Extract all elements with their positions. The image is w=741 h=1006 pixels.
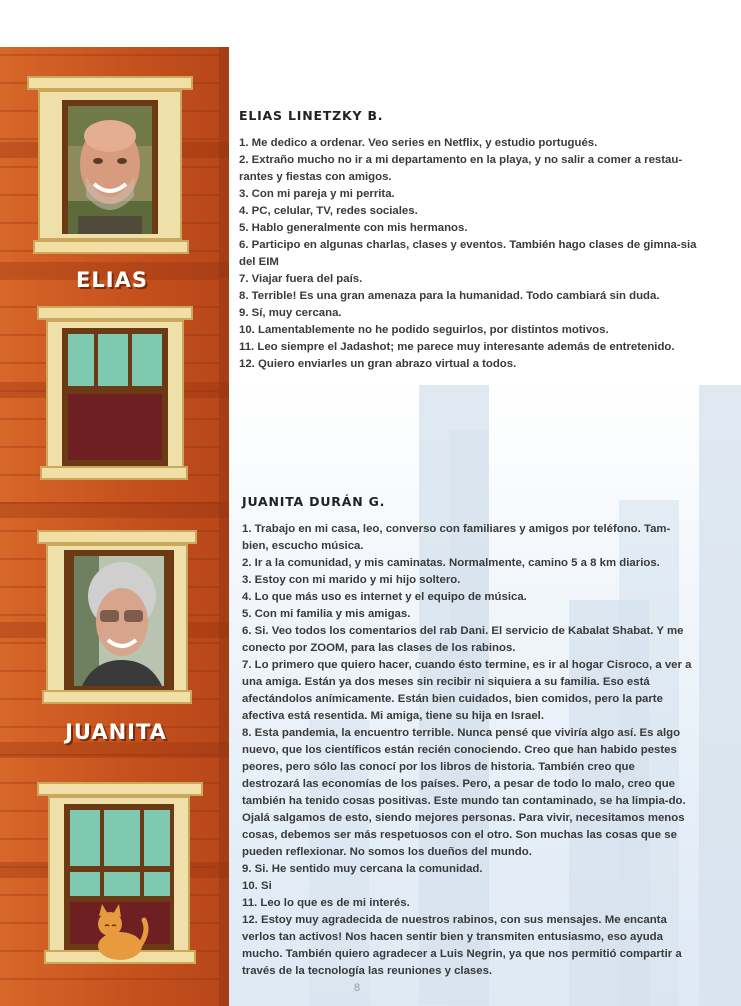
answer-item: 11. Leo siempre el Jadashot; me parece muy interesante además de entretenido.: [239, 341, 675, 353]
answer-item: 3. Estoy con mi marido y mi hijo soltero.: [242, 574, 461, 586]
answer-item: 4. PC, celular, TV, redes sociales.: [239, 205, 418, 217]
answer-item: 7. Lo primero que quiero hacer, cuando ésto termine, es ir al hogar Cisroco, a ver a una amiga. Están ya dos meses sin recibir ni siquiera a su familia. Eso está afectándolos anímicamente. Están bien cuidados, bien comidos, pero la parte afectiva está resentida. Mi amiga, tiene su hija en Israel.: [242, 659, 692, 722]
answer-item: 12. Quiero enviarles un gran abrazo virtual a todos.: [239, 358, 517, 370]
juanita-photo: [74, 556, 164, 686]
answer-item: 10. Si: [242, 880, 272, 892]
answer-item: 11. Leo lo que es de mi interés.: [242, 897, 410, 909]
answer-item: 1. Me dedico a ordenar. Veo series en Netflix, y estudio portugués.: [239, 137, 598, 149]
section-heading: ELIAS LINETZKY B.: [239, 108, 384, 123]
answer-item: 12. Estoy muy agradecida de nuestros rabinos, con sus mensajes. Me encanta verlos tan activos! Nos hacen sentir bien y transmiten entusiasmo, eso ayuda mucho. También quiero agradecer a Luis Negrin, ya que nos permitió compartir a través de la tecnología las reuniones y clases.: [242, 914, 682, 977]
answer-item: 7. Viajar fuera del país.: [239, 273, 363, 285]
page-number: 8: [354, 982, 361, 994]
name-label-juanita: JUANITA: [65, 720, 167, 744]
answer-item: 8. Esta pandemia, la encuentro terrible. Nunca pensé que viviría algo así. Es algo nuevo, que los científicos están recién conociendo. Creo que han habido pestes peores, pero sólo las conocí por los libros de historia. También creo que destrozará las economías de los países. Pero, a pesar de todo lo malo, creo que también ha tenido cosas positivas. Este mundo tan contaminado, se ha limpia-do. Ojalá salgamos de esto, siendo mejores personas. Para vivir, necesitamos menos cosas, debemos ser más respetuosos con el otro. Son muchas las cosas que se pueden reflexionar. No somos los dueños del mundo.: [242, 727, 686, 858]
answer-item: 2. Extraño mucho no ir a mi departamento en la playa, y no salir a comer a restau-rantes y fiestas con amigos.: [239, 154, 683, 183]
answer-item: 5. Hablo generalmente con mis hermanos.: [239, 222, 468, 234]
answer-item: 10. Lamentablemente no he podido seguirlos, por distintos motivos.: [239, 324, 609, 336]
elias-photo: [68, 106, 152, 234]
answer-item: 8. Terrible! Es una gran amenaza para la humanidad. Todo cambiará sin duda.: [239, 290, 660, 302]
section-elias: [239, 108, 709, 373]
answer-list: [239, 135, 709, 373]
answer-item: 9. Si. He sentido muy cercana la comunidad.: [242, 863, 483, 875]
answer-item: 2. Ir a la comunidad, y mis caminatas. Normalmente, camino 5 a 8 km diarios.: [242, 557, 660, 569]
section-heading: JUANITA DURÁN G.: [242, 494, 386, 509]
answer-item: 1. Trabajo en mi casa, leo, converso con familiares y amigos por teléfono. Tam-bien, escucho música.: [242, 523, 671, 552]
answer-item: 6. Si. Veo todos los comentarios del rab Dani. El servicio de Kabalat Shabat. Y me conecto por ZOOM, para las clases de los rabinos.: [242, 625, 684, 654]
answer-item: 6. Participo en algunas charlas, clases y eventos. También hago clases de gimna-sia del EIM: [239, 239, 697, 268]
section-juanita: [242, 494, 694, 980]
answer-item: 5. Con mi familia y mis amigas.: [242, 608, 411, 620]
answer-item: 4. Lo que más uso es internet y el equipo de música.: [242, 591, 527, 603]
answer-list: [242, 521, 694, 980]
cat-illustration: [90, 902, 152, 962]
name-label-elias: ELIAS: [76, 268, 148, 292]
answer-item: 9. Sí, muy cercana.: [239, 307, 342, 319]
answer-item: 3. Con mi pareja y mi perrita.: [239, 188, 395, 200]
